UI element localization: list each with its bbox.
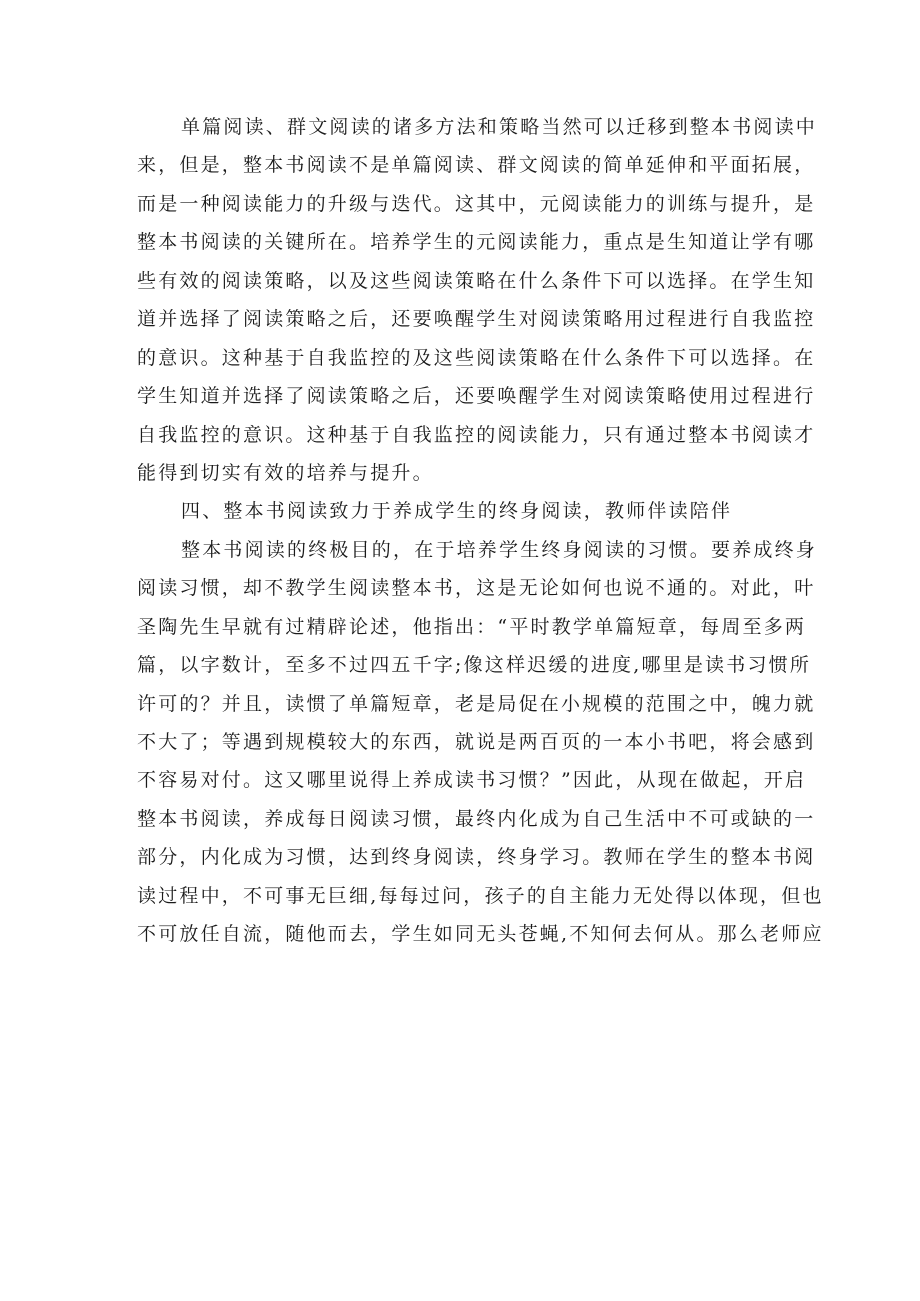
paragraph-line: 不容易对付。这又哪里说得上养成读书习惯？”因此，从现在做起，开启	[137, 769, 807, 792]
paragraph-line: 来，但是，整本书阅读不是单篇阅读、群文阅读的简单延伸和平面拓展，	[137, 154, 816, 177]
paragraph-line: 不大了；等遇到规模较大的东西，就说是两百页的一本小书吧，将会感到	[137, 731, 816, 753]
paragraph-line: 而是一种阅读能力的升级与迭代。这其中，元阅读能力的训练与提升，是	[137, 192, 816, 215]
paragraph-line: 整本书阅读的终极目的，在于培养学生终身阅读的习惯。要养成终身	[181, 538, 818, 561]
section-heading: 四、整本书阅读致力于养成学生的终身阅读，教师伴读陪伴	[181, 500, 733, 523]
paragraph-line: 不可放任自流，随他而去，学生如同无头苍蝇,不知何去何从。那么老师应	[137, 923, 824, 946]
paragraph-line: 的意识。这种基于自我监控的及这些阅读策略在什么条件下可以选择。在	[137, 346, 816, 369]
paragraph-line: 学生知道并选择了阅读策略之后，还要唤醒学生对阅读策略使用过程进行	[137, 385, 816, 408]
paragraph-line: 整本书阅读的关键所在。培养学生的元阅读能力，重点是生知道让学有哪	[137, 231, 816, 254]
paragraph-line: 道并选择了阅读策略之后，还要唤醒学生对阅读策略用过程进行自我监控	[137, 308, 816, 331]
paragraph-line: 些有效的阅读策略，以及这些阅读策略在什么条件下可以选择。在学生知	[137, 269, 816, 292]
paragraph-line: 单篇阅读、群文阅读的诸多方法和策略当然可以迁移到整本书阅读中	[181, 116, 818, 138]
paragraph-1	[137, 108, 818, 492]
paragraph-line: 自我监控的意识。这种基于自我监控的阅读能力，只有通过整本书阅读才	[137, 423, 816, 446]
paragraph-line: 圣陶先生早就有过精辟论述，他指出：“平时教学单篇短章，每周至多两	[137, 615, 807, 638]
document-body	[137, 108, 824, 954]
paragraph-line: 能得到切实有效的培养与提升。	[137, 461, 434, 484]
paragraph-line: 篇，以字数计，至多不过四五千字;像这样迟缓的进度,哪里是读书习惯所	[137, 654, 812, 677]
paragraph-line: 整本书阅读，养成每日阅读习惯，最终内化成为自己生活中不可或缺的一	[137, 807, 816, 830]
paragraph-line: 部分，内化成为习惯，达到终身阅读，终身学习。教师在学生的整本书阅	[137, 846, 816, 869]
paragraph-2	[137, 531, 824, 954]
paragraph-line: 许可的？并且，读惯了单篇短章，老是局促在小规模的范围之中，魄力就	[137, 692, 816, 715]
paragraph-line: 读过程中，不可事无巨细,每每过问，孩子的自主能力无处得以体现，但也	[137, 884, 824, 907]
paragraph-line: 阅读习惯，却不教学生阅读整本书，这是无论如何也说不通的。对此，叶	[137, 577, 816, 600]
